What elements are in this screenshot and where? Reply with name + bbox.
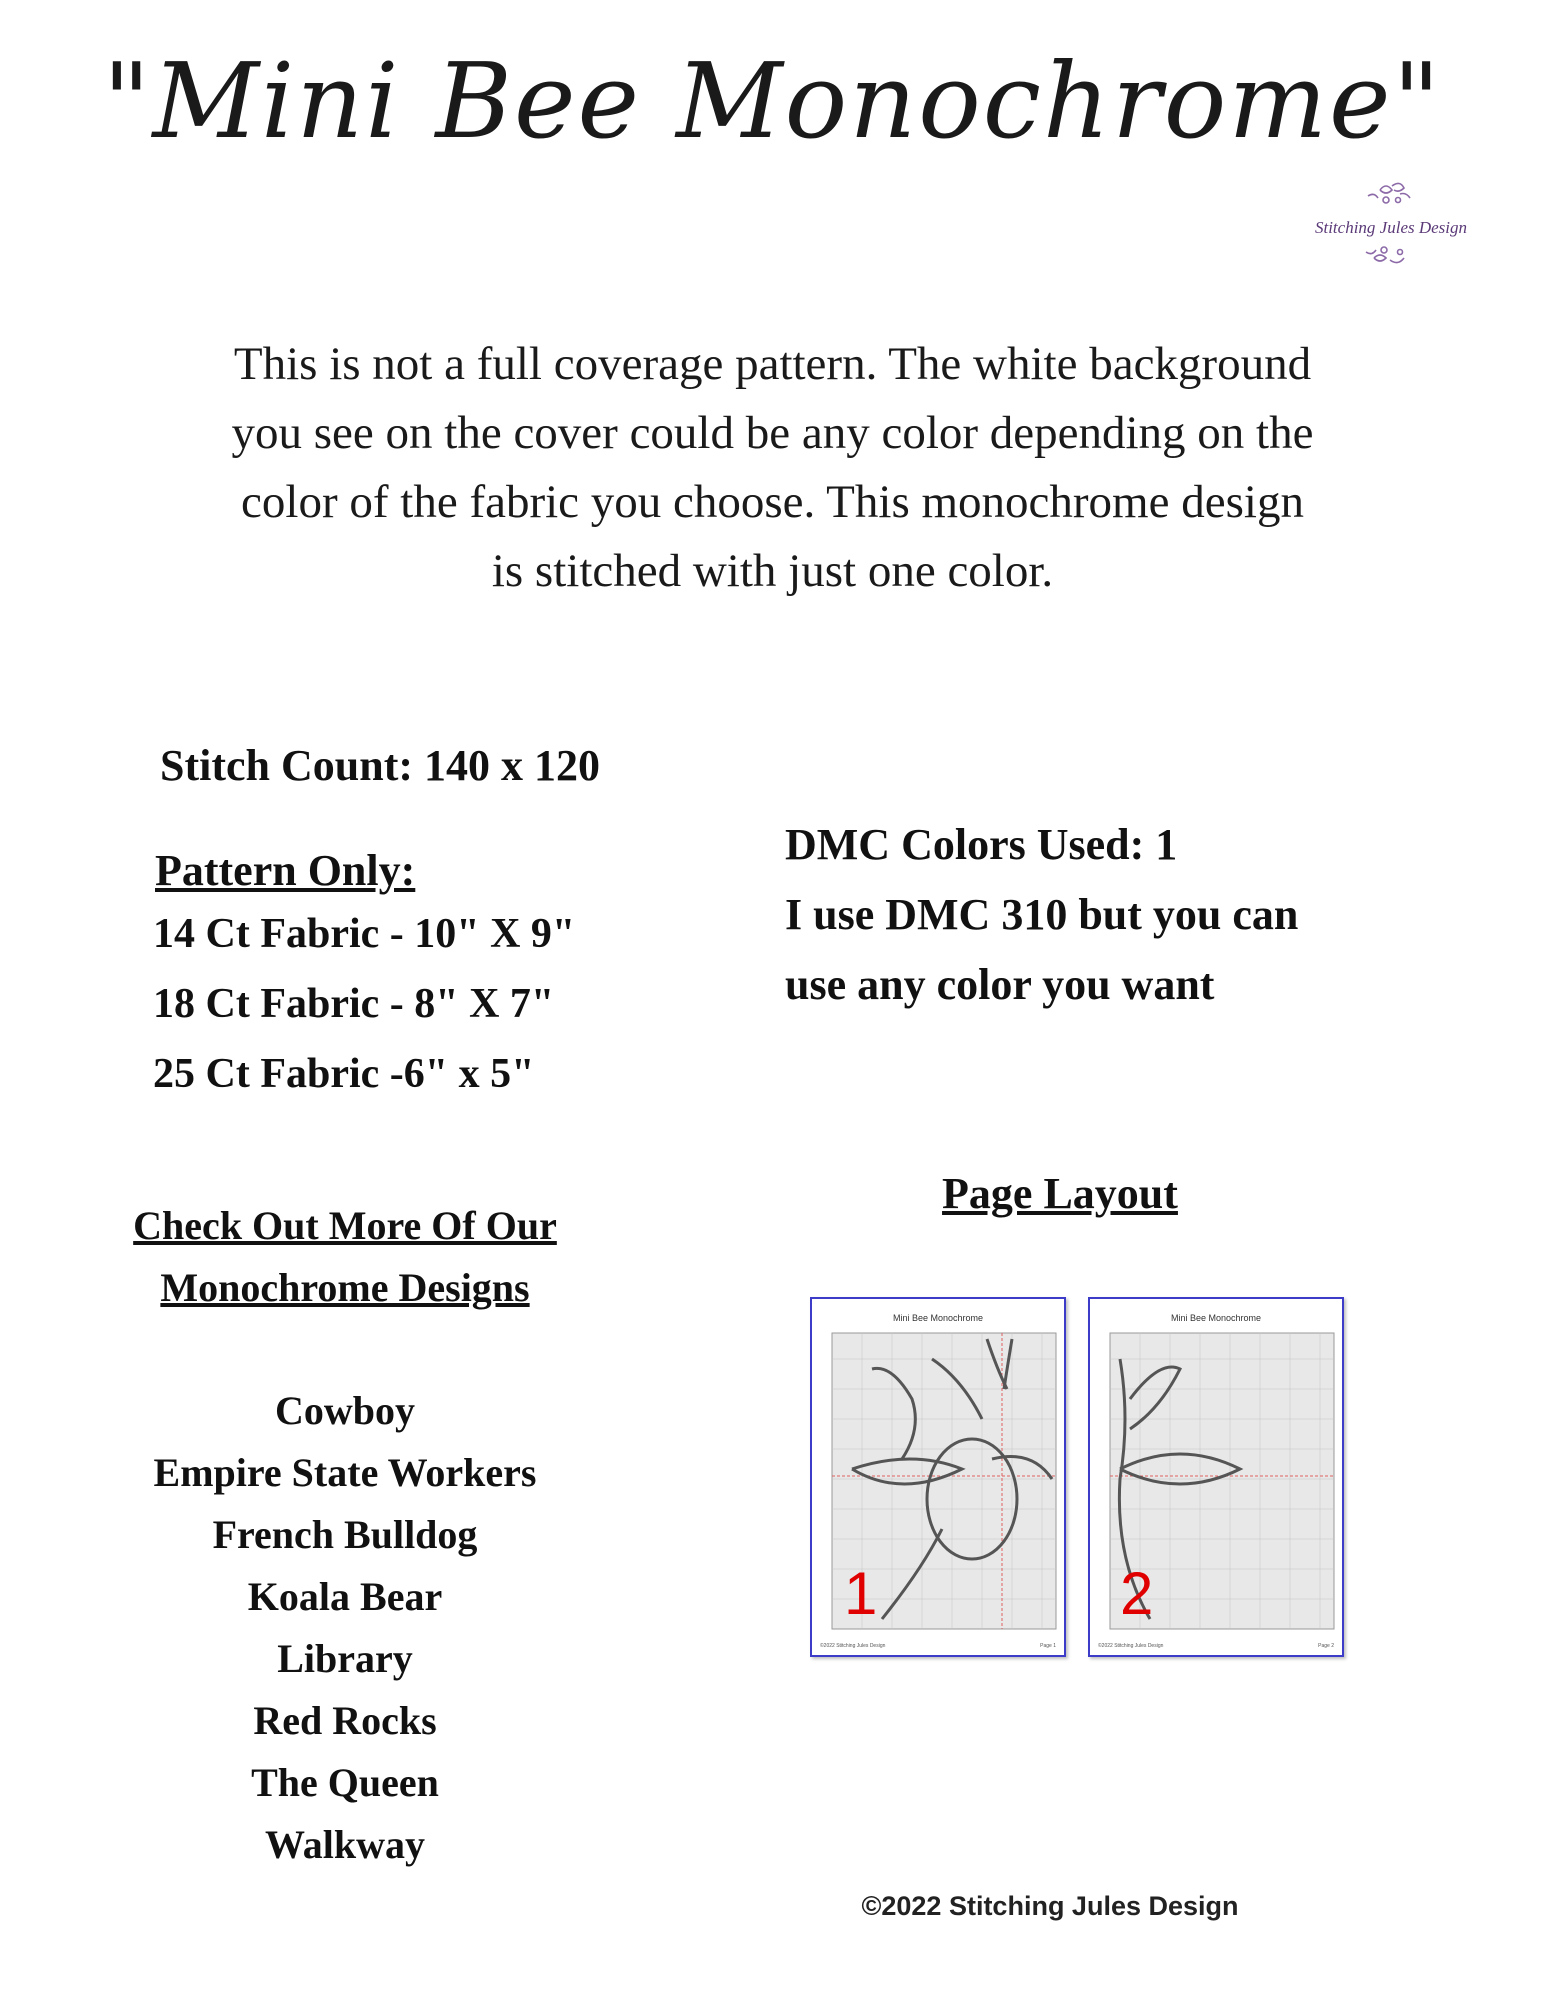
thumb-header: Mini Bee Monochrome xyxy=(1170,1313,1262,1323)
page-number-2: 2 xyxy=(1120,1560,1154,1627)
thumb-footer-left: ©2022 Stitching Jules Design xyxy=(820,1643,886,1649)
fabric-size-25ct: 25 Ct Fabric -6" x 5" xyxy=(153,1051,535,1097)
page-thumbnail-2 xyxy=(1088,1297,1344,1657)
pattern-only-heading: Pattern Only: xyxy=(155,846,416,895)
design-list xyxy=(100,1380,590,1876)
dmc-info xyxy=(785,810,1405,1020)
page-number-1: 1 xyxy=(844,1560,878,1627)
page-layout-heading: Page Layout xyxy=(942,1169,1178,1218)
fabric-size-14ct: 14 Ct Fabric - 10" X 9" xyxy=(153,911,576,957)
page-title: "Mini Bee Monochrome" xyxy=(102,40,1443,162)
list-item: Koala Bear xyxy=(247,1574,443,1619)
more-designs-heading xyxy=(100,1195,590,1319)
thumb-footer-right: Page 2 xyxy=(1318,1643,1334,1649)
more-heading-line: Check Out More Of Our xyxy=(133,1203,557,1248)
stitch-count: Stitch Count: 140 x 120 xyxy=(160,741,601,790)
thumb-header: Mini Bee Monochrome xyxy=(892,1313,984,1323)
thumb-footer-left: ©2022 Stitching Jules Design xyxy=(1098,1643,1164,1649)
list-item: Walkway xyxy=(264,1822,426,1867)
list-item: Library xyxy=(277,1636,413,1681)
intro-line: you see on the cover could be any color depending on the xyxy=(231,407,1314,459)
more-heading-line: Monochrome Designs xyxy=(160,1265,530,1310)
page-1-chart xyxy=(812,1299,1064,1655)
dmc-line: I use DMC 310 but you can xyxy=(785,890,1299,939)
intro-paragraph xyxy=(140,330,1405,606)
thumb-footer-right: Page 1 xyxy=(1040,1643,1056,1649)
page-thumbnail-1 xyxy=(810,1297,1066,1657)
list-item: Empire State Workers xyxy=(153,1450,537,1495)
page-2-chart xyxy=(1090,1299,1342,1655)
logo-text: Stitching Jules Design xyxy=(1314,218,1468,237)
list-item: The Queen xyxy=(251,1760,439,1805)
intro-line: This is not a full coverage pattern. The white background xyxy=(233,338,1312,390)
intro-line: color of the fabric you choose. This monochrome design xyxy=(241,476,1304,528)
intro-line: is stitched with just one color. xyxy=(491,545,1054,597)
dmc-line: use any color you want xyxy=(785,960,1215,1009)
fabric-size-18ct: 18 Ct Fabric - 8" X 7" xyxy=(153,981,555,1027)
list-item: Red Rocks xyxy=(253,1698,437,1743)
list-item: Cowboy xyxy=(274,1388,416,1433)
copyright-footer: ©2022 Stitching Jules Design xyxy=(861,1891,1239,1921)
list-item: French Bulldog xyxy=(212,1512,478,1557)
dmc-line: DMC Colors Used: 1 xyxy=(785,820,1178,869)
